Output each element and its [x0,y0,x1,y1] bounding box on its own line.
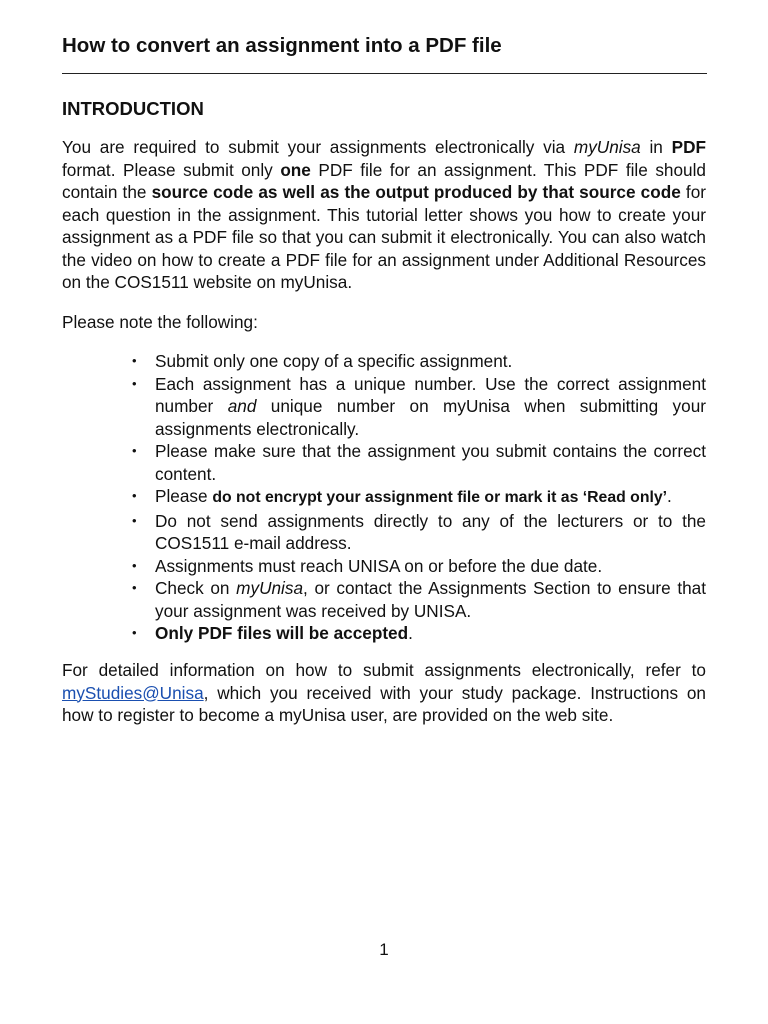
list-item [155,440,706,485]
closing-paragraph [62,659,706,727]
title-divider [62,73,707,74]
bullet-2-and: and [227,396,257,416]
intro-myunisa: myUnisa [573,137,641,157]
intro-text-2: in [640,137,672,157]
bullet-5-text: Do not send assignments directly to any of the lecturers or to the COS1511 e-mail address. [155,510,706,553]
bullet-2-text-a: Each assignment has a unique number. Use the correct assignment number [155,373,706,416]
bullet-8-bold: Only PDF files will be accepted [155,623,409,643]
note-intro: Please note the following: [62,312,258,332]
bullet-2-text-b: unique number on myUnisa when submitting your assignments electronically. [155,396,706,439]
intro-pdf: PDF [671,137,706,157]
list-item [155,373,706,441]
list-item [155,350,706,373]
closing-text-1: For detailed information on how to submit assignments electronically, refer to [62,660,706,680]
bullet-4-bold: do not encrypt your assignment file or mark it as ‘Read only’ [212,489,668,506]
bullet-8-text: . [408,623,413,643]
intro-one: one [280,159,311,180]
intro-text-3: format. Please submit only [62,159,281,180]
bullet-3-text: Please make sure that the assignment you submit contains the correct content. [155,441,706,484]
section-heading: INTRODUCTION [62,98,204,119]
list-item [155,555,706,578]
intro-text-4: PDF file for an assignment. This PDF file should contain the [62,159,706,202]
intro-source-code: source code as well as the output produced by that source code [151,182,681,202]
bullet-7-text-b: , or contact the Assignments Section to ensure that your assignment was received by UNISA. [155,578,706,621]
intro-text-1: You are required to submit your assignments electronically via [62,137,574,157]
notes-list [155,350,706,645]
bullet-7-myunisa: myUnisa [236,578,304,598]
list-item [155,510,706,555]
bullet-1-text: Submit only one copy of a specific assignment. [155,351,513,371]
document-title: How to convert an assignment into a PDF file [62,34,502,57]
list-item [155,622,706,645]
closing-text-2: , which you received with your study package. Instructions on how to register to become a myUnisa user, are provided on the web site. [62,682,706,725]
page-number: 1 [379,940,389,959]
bullet-7-text-a: Check on [155,578,237,598]
bullet-4-text-a: Please [155,486,213,506]
mystudies-link[interactable]: myStudies@Unisa [62,682,204,703]
intro-text-5: for each question in the assignment. This tutorial letter shows you how to create your assignment as a PDF file so that you can submit it electronically. You can also watch the video on how to create a PDF file for an assignment under Additional Resources on the COS1511 website on myUnisa. [62,182,706,292]
intro-paragraph [62,136,706,294]
bullet-4-text-b: . [667,486,672,506]
list-item [155,485,706,510]
list-item [155,577,706,622]
bullet-6-text: Assignments must reach UNISA on or before the due date. [155,555,603,576]
